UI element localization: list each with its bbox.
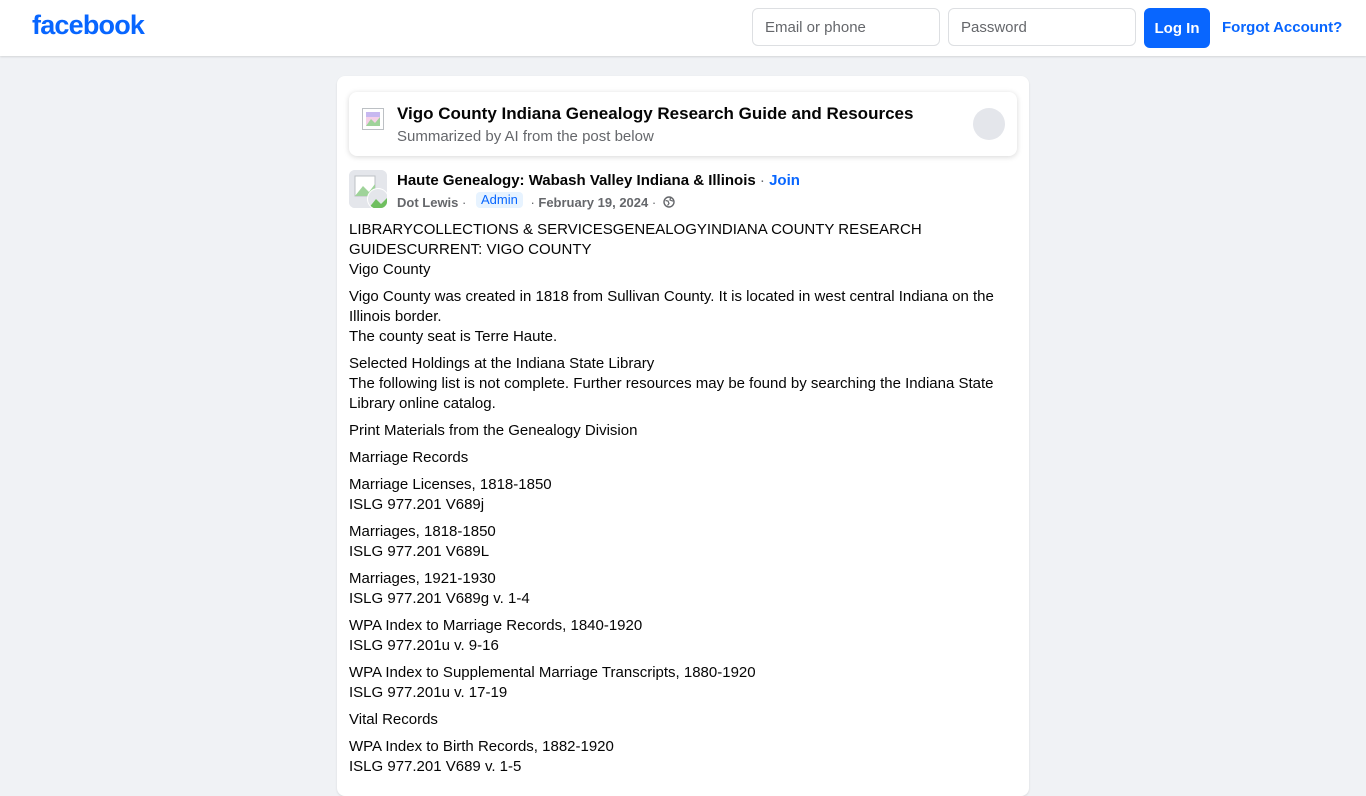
post-paragraph: Vital Records (349, 711, 438, 728)
separator-dot: · (755, 172, 770, 189)
facebook-logo[interactable]: facebook (32, 10, 145, 40)
post-body (349, 220, 1009, 784)
post-paragraph: LIBRARYCOLLECTIONS & SERVICESGENEALOGYINDIANA COUNTY RESEARCH GUIDESCURRENT: VIGO COUNTY Vigo County (349, 221, 922, 278)
post-paragraph: Vigo County was created in 1818 from Sullivan County. It is located in west central Indiana on the Illinois border. The county seat is Terre Haute. (349, 288, 994, 345)
post-paragraph: Marriage Records (349, 449, 469, 466)
post-paragraph: WPA Index to Marriage Records, 1840-1920 ISLG 977.201u v. 9-16 (349, 617, 643, 654)
group-name-link[interactable]: Haute Genealogy: Wabash Valley Indiana & Illinois (397, 172, 756, 189)
ai-summary-card[interactable] (349, 92, 1017, 156)
post-paragraph: Selected Holdings at the Indiana State Library The following list is not complete. Further resources may be found by searching the Indiana State Library online catalog. (349, 355, 994, 412)
top-navigation-bar (0, 0, 1366, 56)
password-input[interactable] (948, 8, 1136, 46)
ai-summary-title[interactable]: Vigo County Indiana Genealogy Research Guide and Resources (397, 104, 914, 123)
post-paragraph: WPA Index to Birth Records, 1882-1920 ISLG 977.201 V689 v. 1-5 (349, 738, 614, 775)
user-avatar-icon (367, 188, 387, 208)
meta-separator: · (648, 194, 660, 210)
ai-summary-subtitle: Summarized by AI from the post below (397, 128, 654, 145)
email-input[interactable] (752, 8, 940, 46)
meta-separator: · (458, 194, 470, 210)
join-group-link[interactable]: Join (769, 172, 800, 189)
group-avatar-icon[interactable] (349, 170, 387, 208)
globe-icon (663, 196, 675, 208)
author-name[interactable]: Dot Lewis (397, 194, 459, 210)
post-paragraph: Marriages, 1818-1850 ISLG 977.201 V689L (349, 523, 496, 560)
post-paragraph: Marriages, 1921-1930 ISLG 977.201 V689g v. 1-4 (349, 570, 530, 607)
post-paragraph: Marriage Licenses, 1818-1850 ISLG 977.201 V689j (349, 476, 552, 513)
post-paragraph: Print Materials from the Genealogy Division (349, 422, 638, 439)
post-paragraph: WPA Index to Supplemental Marriage Transcripts, 1880-1920 ISLG 977.201u v. 17-19 (349, 664, 756, 701)
more-options-icon[interactable] (973, 108, 1005, 140)
login-button[interactable]: Log In (1144, 8, 1210, 48)
post-header (349, 170, 1017, 214)
forgot-account-link[interactable]: Forgot Account? (1222, 19, 1343, 36)
post-meta (397, 194, 675, 210)
meta-separator: · (526, 194, 539, 210)
post-card (337, 76, 1029, 796)
admin-badge: Admin (476, 192, 523, 208)
broken-image-icon (362, 108, 384, 130)
post-date-link[interactable]: February 19, 2024 (538, 194, 649, 210)
